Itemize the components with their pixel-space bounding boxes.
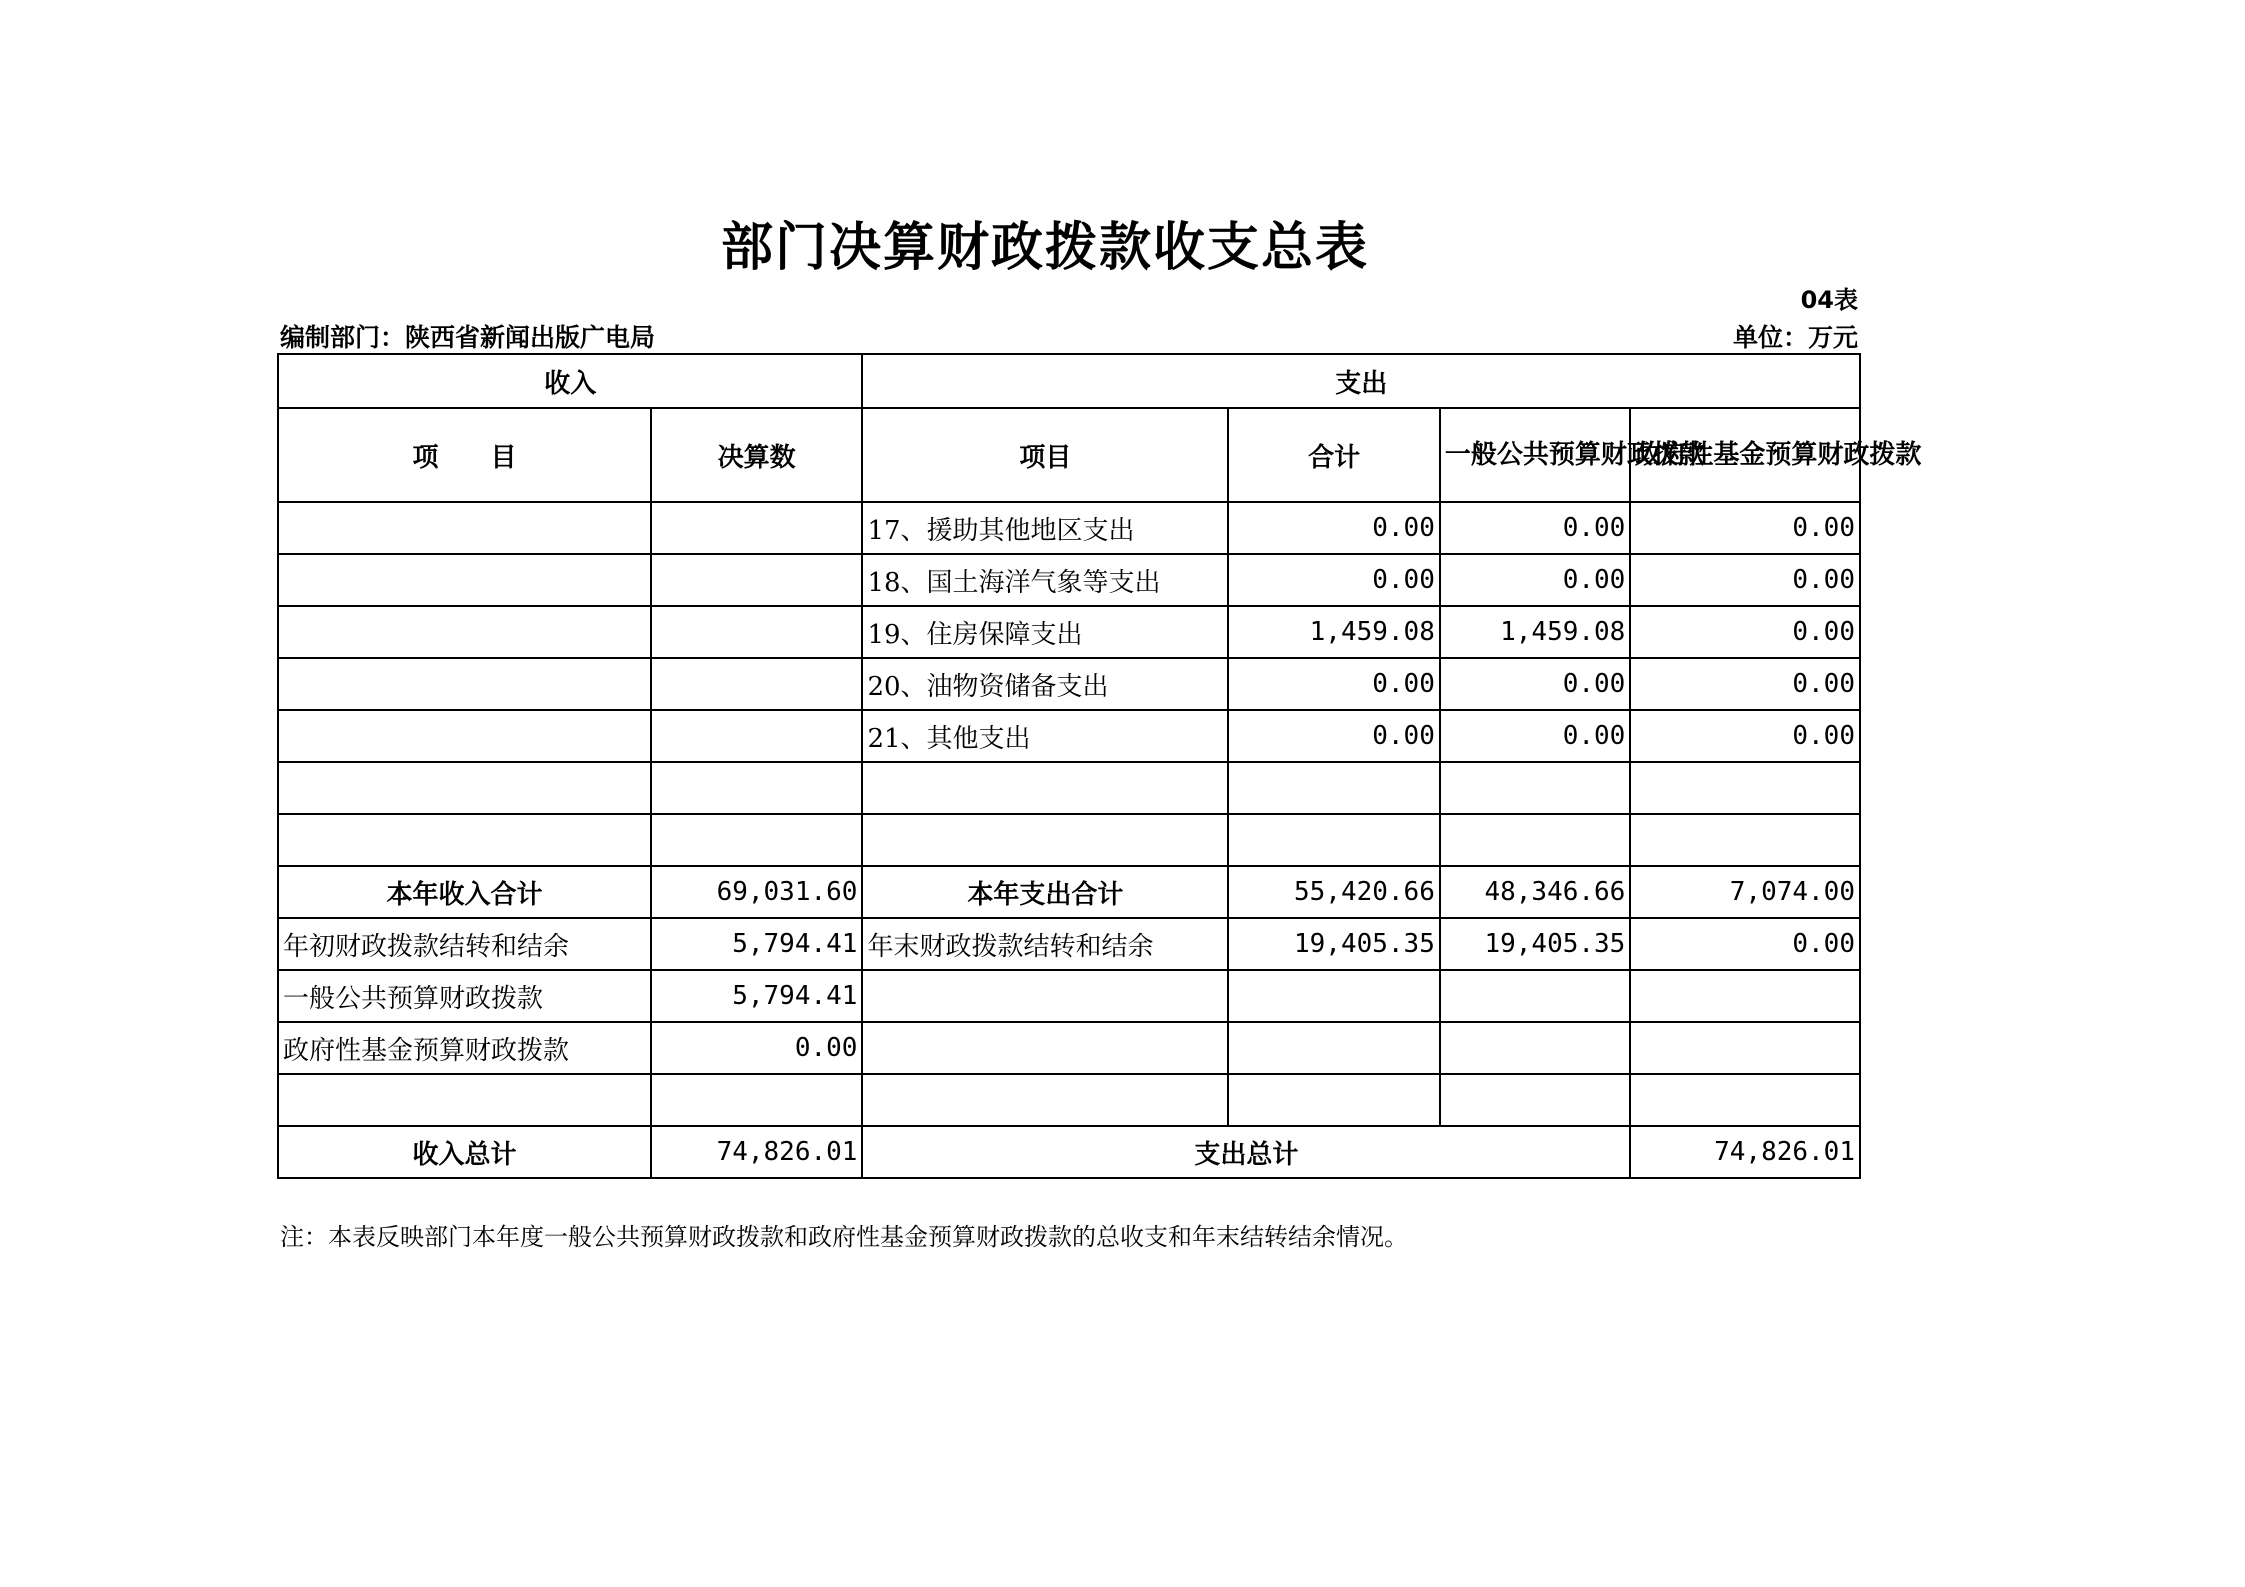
carry-sub-value: 0.00 <box>651 1022 863 1074</box>
expense-general-cell: 1,459.08 <box>1440 606 1630 658</box>
expense-carry-fund: 0.00 <box>1630 918 1860 970</box>
expense-item-cell: 19、住房保障支出 <box>862 606 1228 658</box>
table-number: 04表 <box>1800 286 1858 314</box>
carry-sub-row <box>278 1022 1860 1074</box>
department-label: 编制部门：陕西省新闻出版广电局 <box>280 323 656 352</box>
expense-fund-cell: 0.00 <box>1630 606 1860 658</box>
carry-sub-value: 5,794.41 <box>651 970 863 1022</box>
section-header-row <box>278 354 1860 408</box>
expense-section-header: 支出 <box>862 354 1860 408</box>
expense-grand-label: 支出总计 <box>862 1126 1630 1178</box>
expense-fund-cell: 0.00 <box>1630 554 1860 606</box>
income-amount-header: 决算数 <box>651 408 863 502</box>
carry-row <box>278 918 1860 970</box>
empty-row <box>278 762 1860 814</box>
table-row <box>278 606 1860 658</box>
year-total-row <box>278 866 1860 918</box>
expense-carry-general: 19,405.35 <box>1440 918 1630 970</box>
expense-total-cell: 0.00 <box>1228 554 1440 606</box>
expense-carry-label: 年末财政拨款结转和结余 <box>862 918 1228 970</box>
empty-row <box>278 814 1860 866</box>
expense-fund-header: 政府性基金预算财政拨款 <box>1630 408 1860 502</box>
carry-sub-label: 一般公共预算财政拨款 <box>278 970 651 1022</box>
income-year-total-value: 69,031.60 <box>651 866 863 918</box>
expense-general-cell: 0.00 <box>1440 658 1630 710</box>
expense-grand-value: 74,826.01 <box>1630 1126 1860 1178</box>
expense-year-total-value: 55,420.66 <box>1228 866 1440 918</box>
expense-total-cell: 0.00 <box>1228 658 1440 710</box>
grand-total-row <box>278 1126 1860 1178</box>
table-row <box>278 554 1860 606</box>
expense-item-header: 项目 <box>862 408 1228 502</box>
unit-label: 单位：万元 <box>1732 323 1858 352</box>
empty-row <box>278 1074 1860 1126</box>
expense-fund-cell: 0.00 <box>1630 658 1860 710</box>
expense-item-cell: 18、国土海洋气象等支出 <box>862 554 1228 606</box>
income-carry-label: 年初财政拨款结转和结余 <box>278 918 651 970</box>
table-note: 注：本表反映部门本年度一般公共预算财政拨款和政府性基金预算财政拨款的总收支和年末结转结余情况。 <box>280 1223 1408 1251</box>
expense-year-fund-value: 7,074.00 <box>1630 866 1860 918</box>
fiscal-summary-table <box>277 353 1922 1179</box>
expense-fund-cell: 0.00 <box>1630 710 1860 762</box>
page-title: 部门决算财政拨款收支总表 <box>720 218 1369 278</box>
income-carry-value: 5,794.41 <box>651 918 863 970</box>
expense-item-cell: 17、援助其他地区支出 <box>862 502 1228 554</box>
expense-general-header: 一般公共预算财政拨款 <box>1440 408 1630 502</box>
expense-item-cell: 20、油物资储备支出 <box>862 658 1228 710</box>
carry-sub-row <box>278 970 1860 1022</box>
expense-total-cell: 0.00 <box>1228 710 1440 762</box>
expense-year-total-label: 本年支出合计 <box>862 866 1228 918</box>
expense-total-cell: 1,459.08 <box>1228 606 1440 658</box>
column-header-row <box>278 408 1860 502</box>
income-year-total-label: 本年收入合计 <box>278 866 651 918</box>
expense-total-cell: 0.00 <box>1228 502 1440 554</box>
carry-sub-label: 政府性基金预算财政拨款 <box>278 1022 651 1074</box>
income-grand-label: 收入总计 <box>278 1126 651 1178</box>
expense-carry-total: 19,405.35 <box>1228 918 1440 970</box>
expense-year-general-value: 48,346.66 <box>1440 866 1630 918</box>
income-section-header: 收入 <box>278 354 862 408</box>
income-grand-value: 74,826.01 <box>651 1126 863 1178</box>
expense-item-cell: 21、其他支出 <box>862 710 1228 762</box>
table-row <box>278 658 1860 710</box>
expense-general-cell: 0.00 <box>1440 710 1630 762</box>
income-item-header: 项 目 <box>278 408 651 502</box>
expense-general-cell: 0.00 <box>1440 554 1630 606</box>
expense-fund-cell: 0.00 <box>1630 502 1860 554</box>
table-row <box>278 502 1860 554</box>
table-row <box>278 710 1860 762</box>
expense-total-header: 合计 <box>1228 408 1440 502</box>
expense-general-cell: 0.00 <box>1440 502 1630 554</box>
